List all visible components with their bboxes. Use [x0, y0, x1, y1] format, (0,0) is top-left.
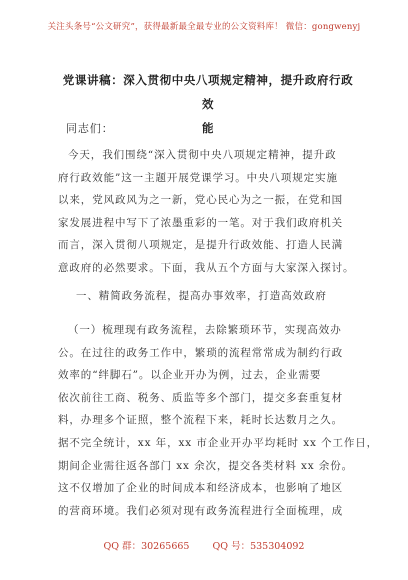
paragraph-line: 家发展进程中写下了浓墨重彩的一笔。对于我们政府机关	[58, 216, 343, 229]
title-line: 党课讲稿：深入贯彻中央八项规定精神，提升政府行政效	[62, 73, 354, 111]
paragraph-line: 公。在过往的政务工作中，繁琐的流程常常成为制约行政	[58, 346, 343, 359]
paragraph-line: 期间企业需往返各部门 xx 余次，提交各类材料 xx 余份。	[58, 459, 354, 472]
qq-group-text: QQ 群：30265665	[103, 541, 190, 552]
paragraph-intro	[58, 144, 354, 280]
title-line: 能	[201, 121, 215, 135]
paragraph-line: 料，办理多个证照，整个流程下来，耗时长达数月之久。	[58, 414, 343, 427]
paragraph-line: 而言，深入贯彻八项规定，是提升行政效能、打造人民满	[58, 239, 343, 252]
qq-number-text: QQ 号：535304092	[212, 541, 305, 552]
contact-footer	[0, 538, 408, 552]
section-heading: 一、精简政务流程，提高办事效率，打造高效政府	[76, 290, 327, 302]
paragraph-line: 今天，我们围绕“深入贯彻中央八项规定精神，提升政	[68, 149, 337, 161]
paragraph-line: 效率的“绊脚石”。以企业开办为例，过去，企业需要	[58, 369, 322, 382]
paragraph-line: 这不仅增加了企业的时间成本和经济成本，也影响了地区	[58, 482, 343, 495]
paragraph-line: 意政府的必然要求。下面，我从五个方面与大家深入探讨。	[58, 261, 355, 274]
paragraph-section1	[58, 319, 379, 522]
paragraph-line: 依次前往工商、税务、质监等多个部门，提交多套重复材	[58, 391, 343, 404]
paragraph-line: （一）梳理现有政务流程，去除繁琐环节，实现高效办	[68, 324, 342, 336]
paragraph-line: 据不完全统计，xx 年，xx 市企业开办平均耗时 xx 个工作日，	[58, 436, 379, 449]
paragraph-line: 的营商环境。我们必须对现有政务流程进行全面梳理，成	[58, 504, 343, 517]
greeting: 同志们：	[66, 122, 114, 135]
promo-banner: 关注头条号“公文研究”，获得最新最全最专业的公文资料库！ 微信：gongwenyj	[47, 22, 361, 32]
paragraph-line: 以来，党风政风为之一新，党心民心为之一振，在党和国	[58, 194, 343, 207]
paragraph-line: 府行政效能”这一主题开展党课学习。中央八项规定实施	[58, 171, 338, 184]
